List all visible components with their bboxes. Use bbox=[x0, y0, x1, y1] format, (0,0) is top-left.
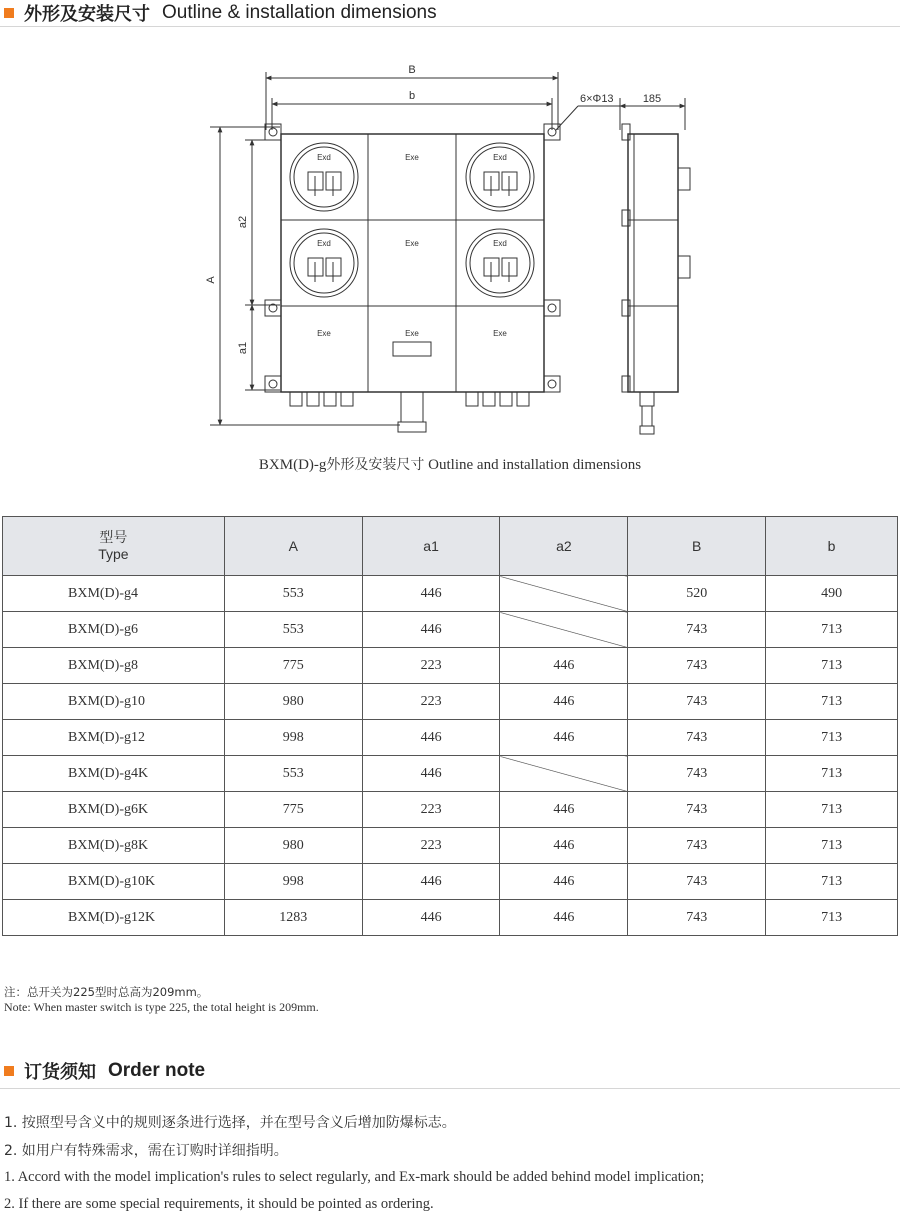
cell-type: BXM(D)-g10 bbox=[3, 684, 225, 720]
cell-A: 998 bbox=[224, 720, 362, 756]
cell-a2: 446 bbox=[500, 792, 628, 828]
table-row bbox=[3, 576, 898, 612]
table-row bbox=[3, 720, 898, 756]
cell-a1: 446 bbox=[362, 900, 500, 936]
cell-a1: 446 bbox=[362, 612, 500, 648]
cell-a1: 446 bbox=[362, 576, 500, 612]
cell-b: 713 bbox=[766, 828, 898, 864]
table-row bbox=[3, 648, 898, 684]
table-row bbox=[3, 828, 898, 864]
cell-type: BXM(D)-g4 bbox=[3, 576, 225, 612]
cell-a2 bbox=[500, 576, 628, 612]
footnote-zh: 注：总开关为225型时总高为209mm。 bbox=[4, 985, 209, 999]
cell-a2: 446 bbox=[500, 720, 628, 756]
dim-B-label: B bbox=[408, 64, 416, 76]
outline-drawing bbox=[0, 50, 900, 450]
cell-A: 980 bbox=[224, 684, 362, 720]
cell-a2: 446 bbox=[500, 828, 628, 864]
cell-A: 998 bbox=[224, 864, 362, 900]
cell-a2 bbox=[500, 612, 628, 648]
header-A: A bbox=[224, 517, 362, 576]
table-header-row bbox=[3, 517, 898, 576]
cell-type: BXM(D)-g6K bbox=[3, 792, 225, 828]
header-B: B bbox=[628, 517, 766, 576]
cell-b: 713 bbox=[766, 900, 898, 936]
exd-label: Exd bbox=[493, 153, 507, 162]
cell-A: 553 bbox=[224, 612, 362, 648]
exe-label: Exe bbox=[317, 329, 331, 338]
cell-a2 bbox=[500, 756, 628, 792]
cell-b: 713 bbox=[766, 792, 898, 828]
cell-A: 553 bbox=[224, 756, 362, 792]
order-note-zh-1: 1. 按照型号含义中的规则逐条进行选择，并在型号含义后增加防爆标志。 bbox=[4, 1115, 456, 1131]
cell-a1: 223 bbox=[362, 648, 500, 684]
cell-B: 743 bbox=[628, 684, 766, 720]
order-note-en-2: 2. If there are some special requirements, it should be pointed as ordering. bbox=[4, 1196, 434, 1212]
cell-type: BXM(D)-g12 bbox=[3, 720, 225, 756]
dim-depth-label: 185 bbox=[642, 93, 662, 105]
section2-title-zh: 订货须知 bbox=[24, 1062, 96, 1083]
header-b: b bbox=[766, 517, 898, 576]
cell-a1: 223 bbox=[362, 828, 500, 864]
cell-A: 1283 bbox=[224, 900, 362, 936]
cell-A: 775 bbox=[224, 648, 362, 684]
cell-B: 743 bbox=[628, 864, 766, 900]
section-header-outline bbox=[0, 0, 437, 26]
caption-model: BXM(D)-g bbox=[258, 457, 327, 473]
cell-A: 980 bbox=[224, 828, 362, 864]
cell-type: BXM(D)-g12K bbox=[3, 900, 225, 936]
cell-B: 743 bbox=[628, 720, 766, 756]
cell-B: 743 bbox=[628, 792, 766, 828]
table-row bbox=[3, 684, 898, 720]
cell-b: 713 bbox=[766, 864, 898, 900]
section-header-order bbox=[0, 1058, 205, 1084]
dim-b-label: b bbox=[408, 90, 416, 102]
dim-a2-label: a2 bbox=[237, 215, 249, 229]
header-a2: a2 bbox=[500, 517, 628, 576]
caption-zh: 外形及安装尺寸 bbox=[326, 457, 425, 473]
cell-b: 713 bbox=[766, 720, 898, 756]
cell-a2: 446 bbox=[500, 684, 628, 720]
dim-a1-label: a1 bbox=[237, 341, 249, 355]
cell-b: 713 bbox=[766, 612, 898, 648]
header-type bbox=[3, 517, 225, 576]
exe-label: Exe bbox=[405, 153, 419, 162]
cell-B: 743 bbox=[628, 828, 766, 864]
table-row bbox=[3, 900, 898, 936]
orange-square-icon bbox=[4, 8, 14, 18]
cell-B: 743 bbox=[628, 756, 766, 792]
cell-type: BXM(D)-g4K bbox=[3, 756, 225, 792]
order-note-en-1: 1. Accord with the model implication's rules to select regularly, and Ex-mark should be added behind model implication; bbox=[4, 1169, 705, 1185]
cell-a2: 446 bbox=[500, 900, 628, 936]
footnote bbox=[4, 985, 319, 1015]
table-row bbox=[3, 792, 898, 828]
caption-en: Outline and installation dimensions bbox=[424, 457, 642, 473]
table-row bbox=[3, 612, 898, 648]
table-row bbox=[3, 864, 898, 900]
figure-caption bbox=[0, 454, 900, 474]
cell-B: 520 bbox=[628, 576, 766, 612]
dim-A-label: A bbox=[205, 276, 217, 284]
exe-label: Exe bbox=[405, 329, 419, 338]
cell-type: BXM(D)-g8 bbox=[3, 648, 225, 684]
order-note-zh-2: 2. 如用户有特殊需求，需在订购时详细指明。 bbox=[4, 1143, 288, 1159]
header-type-zh: 型号 bbox=[99, 530, 128, 546]
orange-square-icon bbox=[4, 1066, 14, 1076]
section2-title-en: Order note bbox=[108, 1060, 206, 1081]
cell-a1: 446 bbox=[362, 864, 500, 900]
cell-b: 713 bbox=[766, 684, 898, 720]
cell-type: BXM(D)-g6 bbox=[3, 612, 225, 648]
exd-label: Exd bbox=[317, 153, 331, 162]
cell-B: 743 bbox=[628, 648, 766, 684]
section-divider bbox=[0, 1088, 900, 1089]
cell-B: 743 bbox=[628, 900, 766, 936]
cell-type: BXM(D)-g10K bbox=[3, 864, 225, 900]
cell-a1: 446 bbox=[362, 720, 500, 756]
dim-holes-label: 6×Φ13 bbox=[580, 93, 614, 105]
section-title-en: Outline & installation dimensions bbox=[162, 2, 437, 23]
cell-a1: 446 bbox=[362, 756, 500, 792]
cell-A: 553 bbox=[224, 576, 362, 612]
exe-label: Exe bbox=[493, 329, 507, 338]
cell-a1: 223 bbox=[362, 792, 500, 828]
header-a1: a1 bbox=[362, 517, 500, 576]
header-type-en: Type bbox=[98, 546, 129, 562]
cell-b: 490 bbox=[766, 576, 898, 612]
section-title-zh: 外形及安装尺寸 bbox=[24, 4, 150, 25]
cell-a2: 446 bbox=[500, 648, 628, 684]
cell-type: BXM(D)-g8K bbox=[3, 828, 225, 864]
dimensions-table bbox=[2, 516, 898, 936]
footnote-en: Note: When master switch is type 225, the total height is 209mm. bbox=[4, 1000, 319, 1014]
exd-label: Exd bbox=[493, 239, 507, 248]
cell-B: 743 bbox=[628, 612, 766, 648]
exd-label: Exd bbox=[317, 239, 331, 248]
exe-label: Exe bbox=[405, 239, 419, 248]
cell-a1: 223 bbox=[362, 684, 500, 720]
section-divider bbox=[0, 26, 900, 27]
table-row bbox=[3, 756, 898, 792]
cell-b: 713 bbox=[766, 756, 898, 792]
cell-b: 713 bbox=[766, 648, 898, 684]
cell-a2: 446 bbox=[500, 864, 628, 900]
cell-A: 775 bbox=[224, 792, 362, 828]
